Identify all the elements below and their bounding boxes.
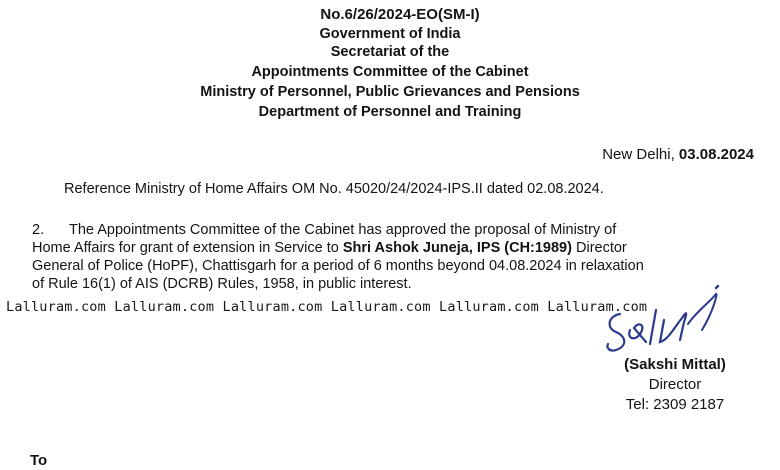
paragraph-text-2c: Director [571,240,627,256]
paragraph-text-2a: Home Affairs for grant of extension in Service to [32,240,343,256]
paragraph-line-3: General of Police (HoPF), Chattisgarh for a period of 6 months beyond 04.08.2024 in relaxation [32,258,644,274]
signatory-block [600,355,750,415]
dateline [602,146,754,163]
file-number: No.6/26/2024-EO(SM-I) [320,6,480,23]
watermark: Lalluram.com Lalluram.com Lalluram.com Lalluram.com Lalluram.com Lalluram.com [6,299,648,315]
header-acc: Appointments Committee of the Cabinet [251,64,529,80]
to-label: To [30,452,48,469]
paragraph-line-1 [32,221,754,239]
header-department: Department of Personnel and Training [258,104,522,120]
reference-line: Reference Ministry of Home Affairs OM No. 45020/24/2024-IPS.II dated 02.08.2024. [64,181,604,197]
paragraph-line-4: of Rule 16(1) of AIS (DCRB) Rules, 1958, in public interest. [32,276,412,292]
paragraph-line-2 [32,239,754,257]
header-government: Government of India [319,26,461,42]
header-ministry: Ministry of Personnel, Public Grievances and Pensions [200,84,580,100]
header-secretariat: Secretariat of the [330,44,450,60]
officer-name: Shri Ashok Juneja, IPS (CH:1989) [342,240,572,256]
paragraph-number: 2. [32,222,45,238]
signatory-name: (Sakshi Mittal) [624,356,726,373]
dateline-date: 03.08.2024 [678,146,754,163]
paragraph-text-1: The Appointments Committee of the Cabinet has approved the proposal of Ministry of [69,222,617,238]
signatory-tel: Tel: 2309 2187 [625,396,725,413]
signatory-designation: Director [648,376,702,393]
dateline-place: New Delhi, [602,146,679,163]
